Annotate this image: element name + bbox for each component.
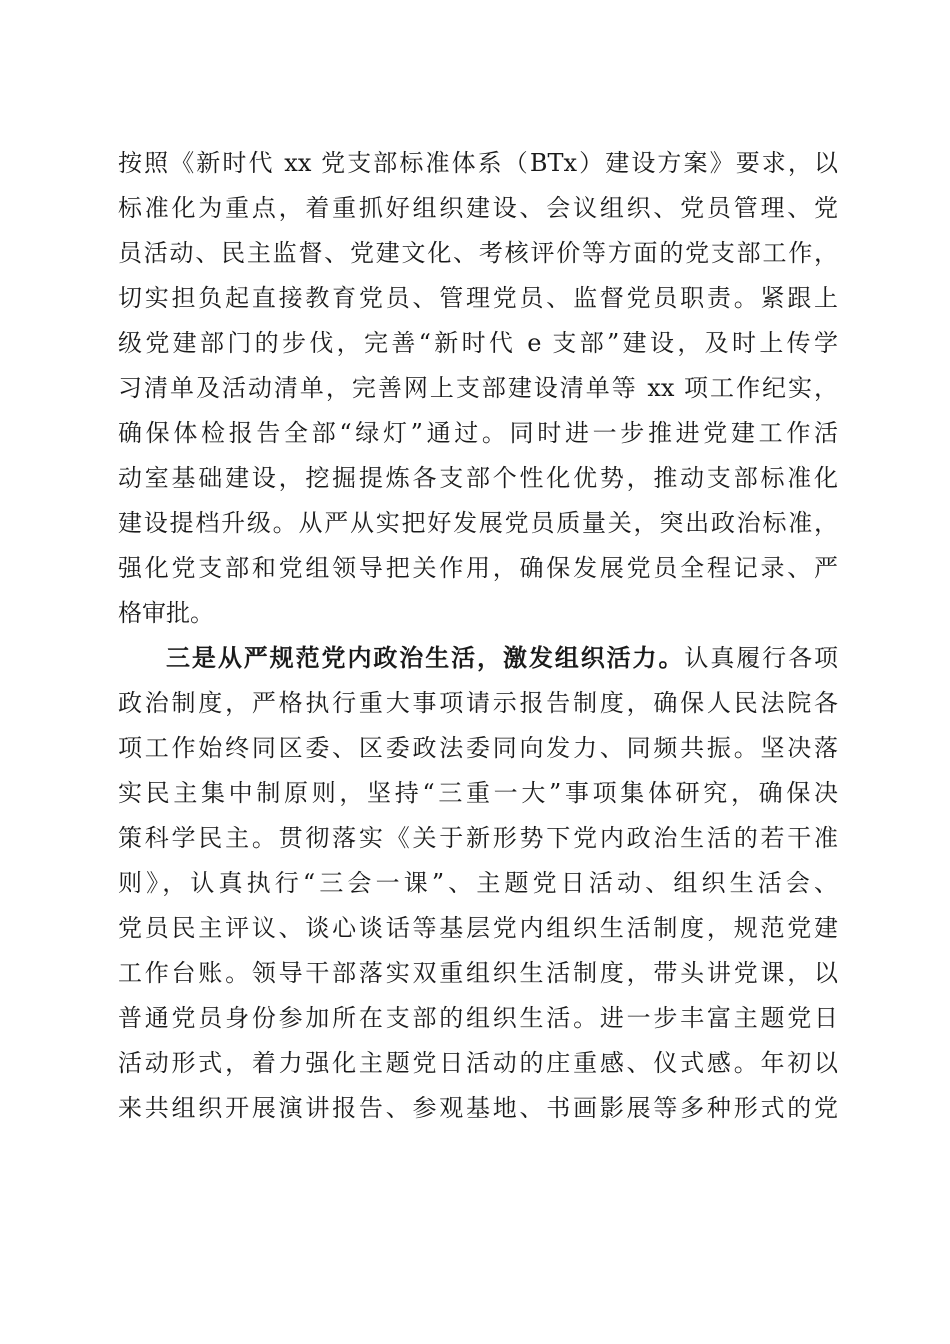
paragraph-1-line-10: 强化党支部和党组领导把关作用，确保发展党员全程记录、严 [118, 554, 838, 582]
paragraph-1-line-6: 习清单及活动清单，完善网上支部建设清单等 xx 项工作纪实， [118, 374, 838, 402]
paragraph-2-first-line-rest: 认真履行各项 [684, 644, 839, 672]
paragraph-2-line-1 [166, 638, 838, 678]
paragraph-1-line-9: 建设提档升级。从严从实把好发展党员质量关，突出政治标准， [118, 509, 838, 537]
paragraph-2-line-8: 工作台账。领导干部落实双重组织生活制度，带头讲党课，以 [118, 959, 838, 987]
paragraph-2-heading: 三是从严规范党内政治生活，激发组织活力。 [166, 643, 685, 672]
paragraph-2-line-3: 项工作始终同区委、区委政法委同向发力、同频共振。坚决落 [118, 734, 838, 762]
paragraph-1-line-8: 动室基础建设，挖掘提炼各支部个性化优势，推动支部标准化 [118, 464, 838, 492]
paragraph-1-line-5: 级党建部门的步伐，完善“新时代 e 支部”建设，及时上传学 [118, 329, 838, 357]
paragraph-1-line-11: 格审批。 [118, 599, 214, 627]
paragraph-2-line-10: 活动形式，着力强化主题党日活动的庄重感、仪式感。年初以 [118, 1049, 838, 1077]
paragraph-2-line-7: 党员民主评议、谈心谈话等基层党内组织生活制度，规范党建 [118, 914, 838, 942]
paragraph-2-line-2: 政治制度，严格执行重大事项请示报告制度，确保人民法院各 [118, 689, 838, 717]
paragraph-1-line-7: 确保体检报告全部“绿灯”通过。同时进一步推进党建工作活 [118, 419, 838, 447]
paragraph-2-line-11: 来共组织开展演讲报告、参观基地、书画影展等多种形式的党 [118, 1094, 838, 1122]
paragraph-2-line-9: 普通党员身份参加所在支部的组织生活。进一步丰富主题党日 [118, 1004, 838, 1032]
paragraph-2-line-4: 实民主集中制原则，坚持“三重一大”事项集体研究，确保决 [118, 779, 838, 807]
paragraph-1-line-1: 按照《新时代 xx 党支部标准体系（BTx）建设方案》要求，以 [118, 149, 838, 177]
paragraph-1-line-3: 员活动、民主监督、党建文化、考核评价等方面的党支部工作， [118, 239, 838, 267]
paragraph-2-line-5: 策科学民主。贯彻落实《关于新形势下党内政治生活的若干准 [118, 824, 838, 852]
paragraph-1-line-2: 标准化为重点，着重抓好组织建设、会议组织、党员管理、党 [118, 194, 838, 222]
paragraph-2-line-6: 则》，认真执行“三会一课”、主题党日活动、组织生活会、 [118, 869, 838, 897]
paragraph-1-line-4: 切实担负起直接教育党员、管理党员、监督党员职责。紧跟上 [118, 284, 838, 312]
